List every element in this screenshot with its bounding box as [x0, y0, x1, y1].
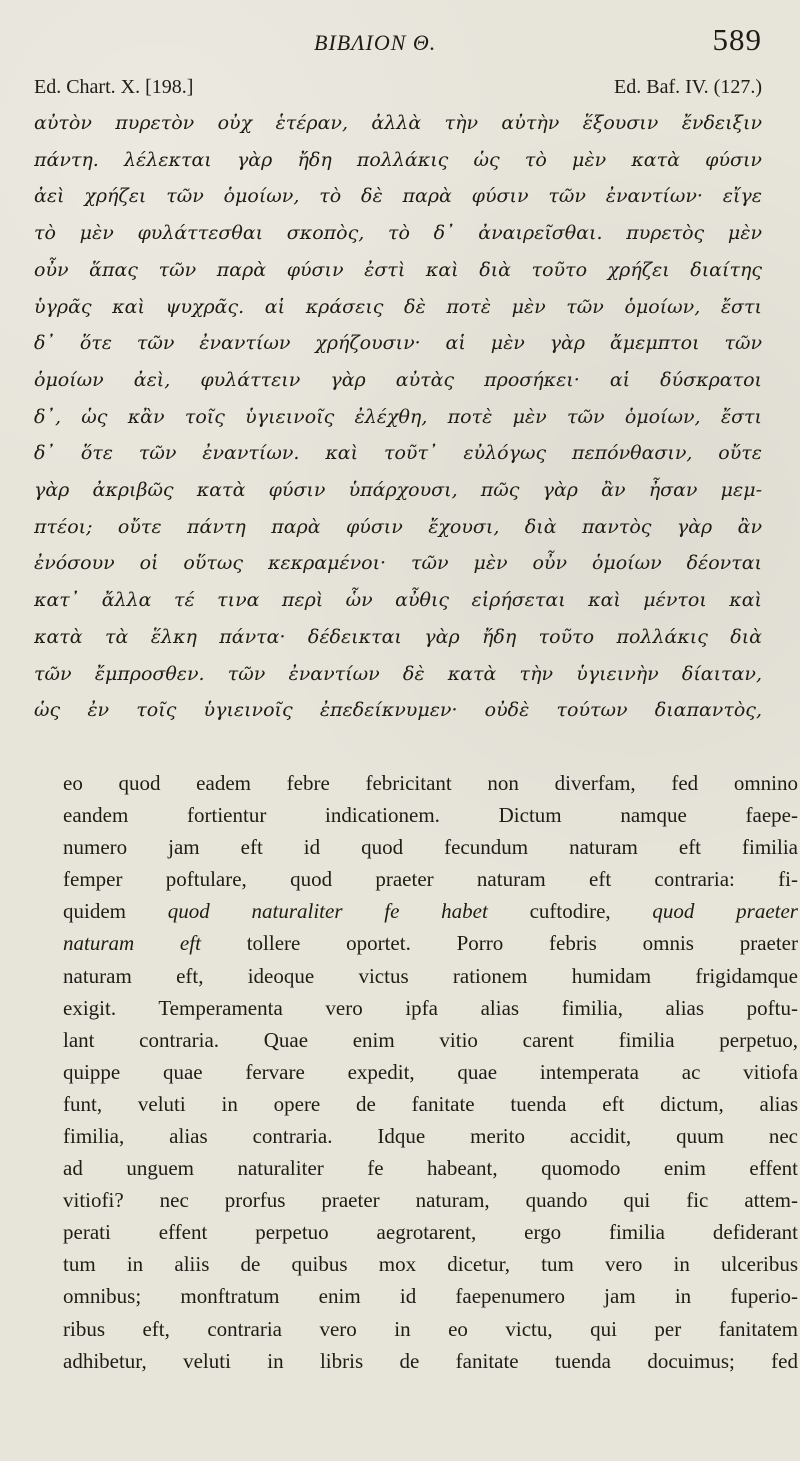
latin-italic-segment: quod praeter [652, 899, 798, 924]
running-head: ΒΙΒΛΙΟΝ Θ. [314, 30, 437, 55]
edition-references [34, 76, 762, 99]
latin-line-mixed [63, 895, 798, 927]
latin-line: omnibus; monftratum enim id faepenumero jam in fuperio- [63, 1284, 798, 1309]
latin-line: eandem fortientur indicationem. Dictum namque faepe- [63, 803, 798, 828]
greek-line: αὐτὸν πυρετὸν οὐχ ἑτέραν, ἀλλὰ τὴν αὐτὴν ἕξουσιν ἔνδειξιν [34, 112, 762, 134]
greek-line: πάντη. λέλεκται γὰρ ἤδη πολλάκις ὡς τὸ μὲν κατὰ φύσιν [34, 148, 762, 171]
greek-line: κατ᾽ ἄλλα τέ τινα περὶ ὧν αὖθις εἰρήσεται καὶ μέντοι καὶ [34, 589, 762, 612]
latin-line: funt, veluti in opere de fanitate tuenda eft dictum, alias [63, 1091, 798, 1116]
greek-line: γὰρ ἀκριβῶς κατὰ φύσιν ὑπάρχουσι, πῶς γὰρ ἂν ἦσαν μεμ- [34, 479, 762, 502]
greek-text-block [34, 105, 762, 729]
greek-line: ὑγρᾶς καὶ ψυχρᾶς. αἱ κράσεις δὲ ποτὲ μὲν τῶν ὁμοίων, ἔστι [34, 295, 762, 318]
latin-line: tum in aliis de quibus mox dicetur, tum vero in ulceribus [63, 1252, 798, 1277]
greek-line: ὡς ἐν τοῖς ὑγιεινοῖς ἐπεδείκνυμεν· οὐδὲ τούτων διαπαντὸς, [34, 699, 762, 722]
greek-line: πτέοι; οὔτε πάντη παρὰ φύσιν ἔχουσι, διὰ παντὸς γὰρ ἂν [34, 515, 762, 538]
greek-line: τὸ μὲν φυλάττεσθαι σκοπὸς, τὸ δ᾽ ἀναιρεῖσθαι. πυρετὸς μὲν [34, 222, 762, 245]
latin-line: numero jam eft id quod fecundum naturam eft fimilia [63, 835, 798, 860]
latin-line: eo quod eadem febre febricitant non diverfam, fed omnino [63, 770, 798, 795]
latin-text-block [63, 767, 798, 1377]
greek-line: δ᾽ ὅτε τῶν ἐναντίων. καὶ τοῦτ᾽ εὐλόγως πεπόνθασιν, οὔτε [34, 442, 762, 465]
greek-line: ἐνόσουν οἱ οὕτως κεκραμένοι· τῶν μὲν οὖν ὁμοίων δέονται [34, 552, 762, 575]
greek-line: τῶν ἔμπροσθεν. τῶν ἐναντίων δὲ κατὰ τὴν ὑγιεινὴν δίαιταν, [34, 662, 762, 685]
latin-italic-segment: quod naturaliter fe habet [167, 899, 488, 924]
edition-left: Ed. Chart. X. [198.] [34, 76, 194, 98]
page-number: 589 [712, 22, 762, 57]
latin-line: fimilia, alias contraria. Idque merito accidit, quum nec [63, 1123, 798, 1148]
latin-line: vitiofi? nec prorfus praeter naturam, quando qui fic attem- [63, 1188, 798, 1213]
latin-line: lant contraria. Quae enim vitio carent fimilia perpetuo, [63, 1027, 798, 1052]
latin-line: quippe quae fervare expedit, quae intemperata ac vitiofa [63, 1059, 798, 1084]
latin-line: naturam eft, ideoque victus rationem humidam frigidamque [63, 963, 798, 988]
page-header [34, 22, 762, 72]
greek-line: ὁμοίων ἀεὶ, φυλάττειν γὰρ αὐτὰς προσήκει· αἱ δύσκρατοι [34, 368, 762, 391]
latin-segment: cuftodire, [487, 899, 653, 924]
latin-line: ribus eft, contraria vero in eo victu, qui per fanitatem [63, 1316, 798, 1341]
greek-line: δ᾽ ὅτε τῶν ἐναντίων χρήζουσιν· αἱ μὲν γὰρ ἄμεμπτοι τῶν [34, 332, 762, 355]
latin-segment: tollere oportet. Porro febris omnis praeter [200, 931, 798, 956]
latin-line: adhibetur, veluti in libris de fanitate tuenda docuimus; fed [63, 1348, 798, 1373]
latin-line-mixed [63, 927, 798, 959]
greek-line: οὖν ἅπας τῶν παρὰ φύσιν ἐστὶ καὶ διὰ τοῦτο χρήζει διαίτης [34, 258, 762, 281]
section-spacer [34, 729, 762, 767]
latin-line: exigit. Temperamenta vero ipfa alias fimilia, alias poftu- [63, 995, 798, 1020]
edition-right: Ed. Baf. IV. (127.) [614, 76, 762, 98]
greek-line: κατὰ τὰ ἕλκη πάντα· δέδεικται γὰρ ἤδη τοῦτο πολλάκις διὰ [34, 625, 762, 648]
latin-line: perati effent perpetuo aegrotarent, ergo fimilia defiderant [63, 1220, 798, 1245]
latin-line: ad unguem naturaliter fe habeant, quomodo enim effent [63, 1156, 798, 1181]
latin-italic-segment: naturam eft [63, 931, 201, 956]
greek-line: ἀεὶ χρήζει τῶν ὁμοίων, τὸ δὲ παρὰ φύσιν τῶν ἐναντίων· εἴγε [34, 185, 762, 208]
latin-segment: quidem [63, 899, 168, 924]
latin-line: femper poftulare, quod praeter naturam eft contraria: fi- [63, 867, 798, 892]
greek-line: δ᾽, ὡς κἂν τοῖς ὑγιεινοῖς ἐλέχθη, ποτὲ μὲν τῶν ὁμοίων, ἔστι [34, 405, 762, 428]
